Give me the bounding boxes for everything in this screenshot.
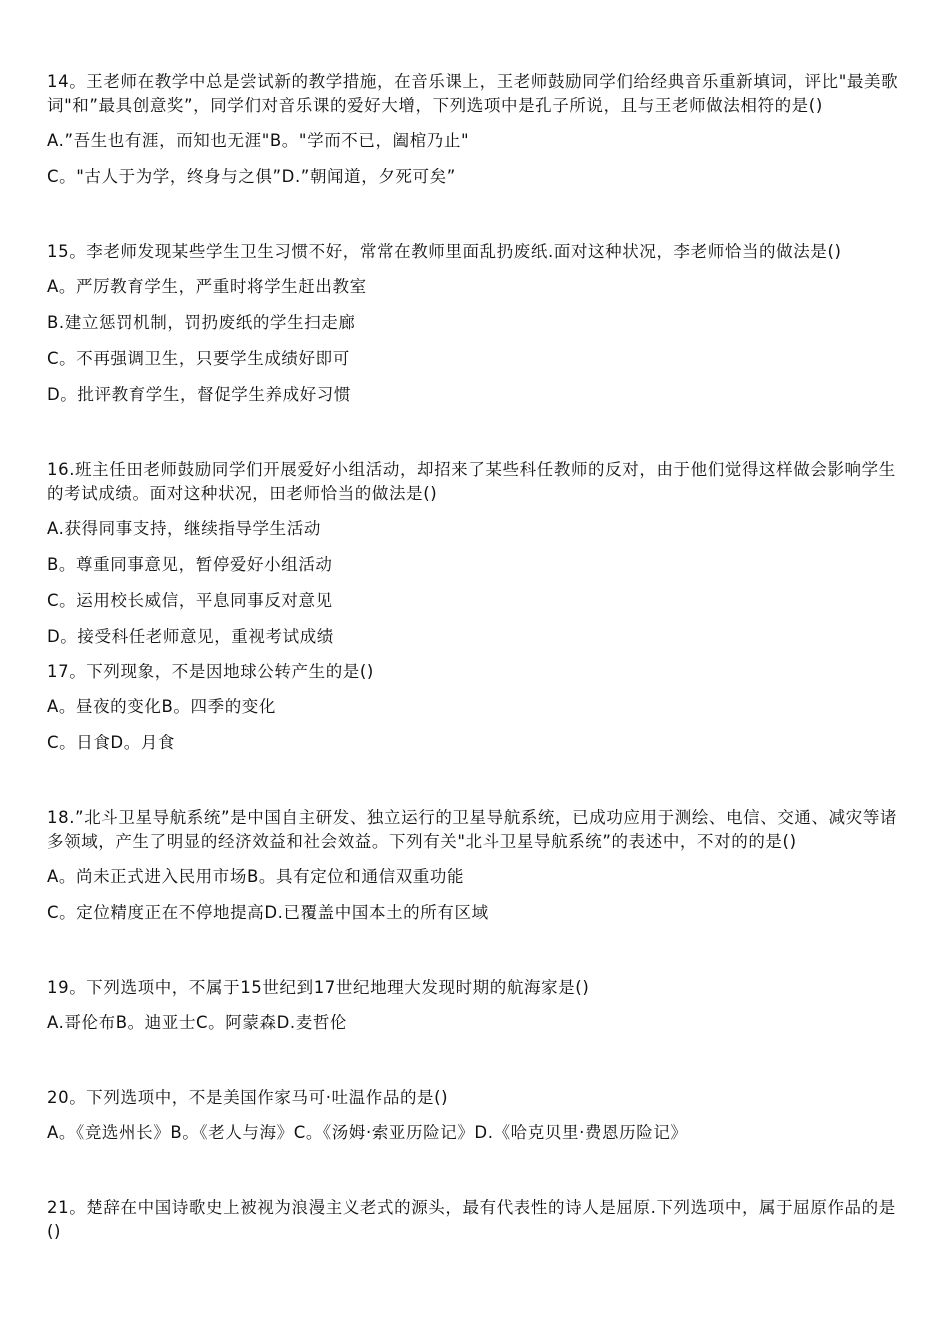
- question-17: [47, 660, 903, 756]
- question-14: [47, 70, 903, 190]
- option-line: B.建立惩罚机制，罚扔废纸的学生扫走廊: [47, 313, 356, 332]
- question-stem: 15。李老师发现某些学生卫生习惯不好，常常在教师里面乱扔废纸.面对这种状况，李老师恰当的做法是(): [47, 242, 842, 261]
- option-line: A.获得同事支持，继续指导学生活动: [47, 519, 321, 538]
- question-stem: 17。下列现象，不是因地球公转产生的是(): [47, 662, 374, 681]
- question-stem: 16.班主任田老师鼓励同学们开展爱好小组活动，却招来了某些科任教师的反对，由于他们觉得这样做会影响学生的考试成绩。面对这种状况，田老师恰当的做法是(): [47, 460, 896, 503]
- option-line: A。昼夜的变化B。四季的变化: [47, 697, 277, 716]
- question-stem: 18.”北斗卫星导航系统”是中国自主研发、独立运行的卫星导航系统，已成功应用于测绘、电信、交通、减灾等诸多领域，产生了明显的经济效益和社会效益。下列有关"北斗卫星导航系统”的表述中，不对的的是(): [47, 808, 898, 851]
- option-line: C。运用校长威信，平息同事反对意见: [47, 591, 333, 610]
- question-20: [47, 1086, 903, 1146]
- option-line: B。尊重同事意见，暂停爱好小组活动: [47, 555, 333, 574]
- option-line: A。严厉教育学生，严重时将学生赶出教室: [47, 277, 367, 296]
- option-line: C。日食D。月食: [47, 733, 176, 752]
- question-15: [47, 240, 903, 408]
- question-16: [47, 458, 903, 650]
- question-21: [47, 1196, 903, 1244]
- option-line: D。批评教育学生，督促学生养成好习惯: [47, 385, 352, 404]
- option-line: C。定位精度正在不停地提高D.已覆盖中国本土的所有区域: [47, 903, 489, 922]
- question-stem: 19。下列选项中，不属于15世纪到17世纪地理大发现时期的航海家是(): [47, 978, 590, 997]
- question-19: [47, 976, 903, 1036]
- question-18: [47, 806, 903, 926]
- option-line: A。尚未正式进入民用市场B。具有定位和通信双重功能: [47, 867, 465, 886]
- document-page: [47, 70, 903, 1254]
- question-stem: 21。楚辞在中国诗歌史上被视为浪漫主义老式的源头，最有代表性的诗人是屈原.下列选项中，属于屈原作品的是(): [47, 1198, 896, 1241]
- question-stem: 14。王老师在教学中总是尝试新的教学措施，在音乐课上，王老师鼓励同学们给经典音乐重新填词，评比"最美歌词"和”最具创意奖”，同学们对音乐课的爱好大增，下列选项中是孔子所说，且与王老师做法相符的是(): [47, 72, 899, 115]
- option-line: A。《竞选州长》B。《老人与海》C。《汤姆·索亚历险记》D.《哈克贝里·费恩历险记》: [47, 1123, 688, 1142]
- option-line: A.哥伦布B。迪亚士C。阿蒙森D.麦哲伦: [47, 1013, 348, 1032]
- option-line: C。"古人于为学，终身与之俱”D.”朝闻道，夕死可矣”: [47, 167, 456, 186]
- question-stem: 20。下列选项中，不是美国作家马可·吐温作品的是(): [47, 1088, 449, 1107]
- option-line: C。不再强调卫生，只要学生成绩好即可: [47, 349, 350, 368]
- option-line: A.”吾生也有涯，而知也无涯"B。"学而不已，阖棺乃止": [47, 131, 470, 150]
- option-line: D。接受科任老师意见，重视考试成绩: [47, 627, 334, 646]
